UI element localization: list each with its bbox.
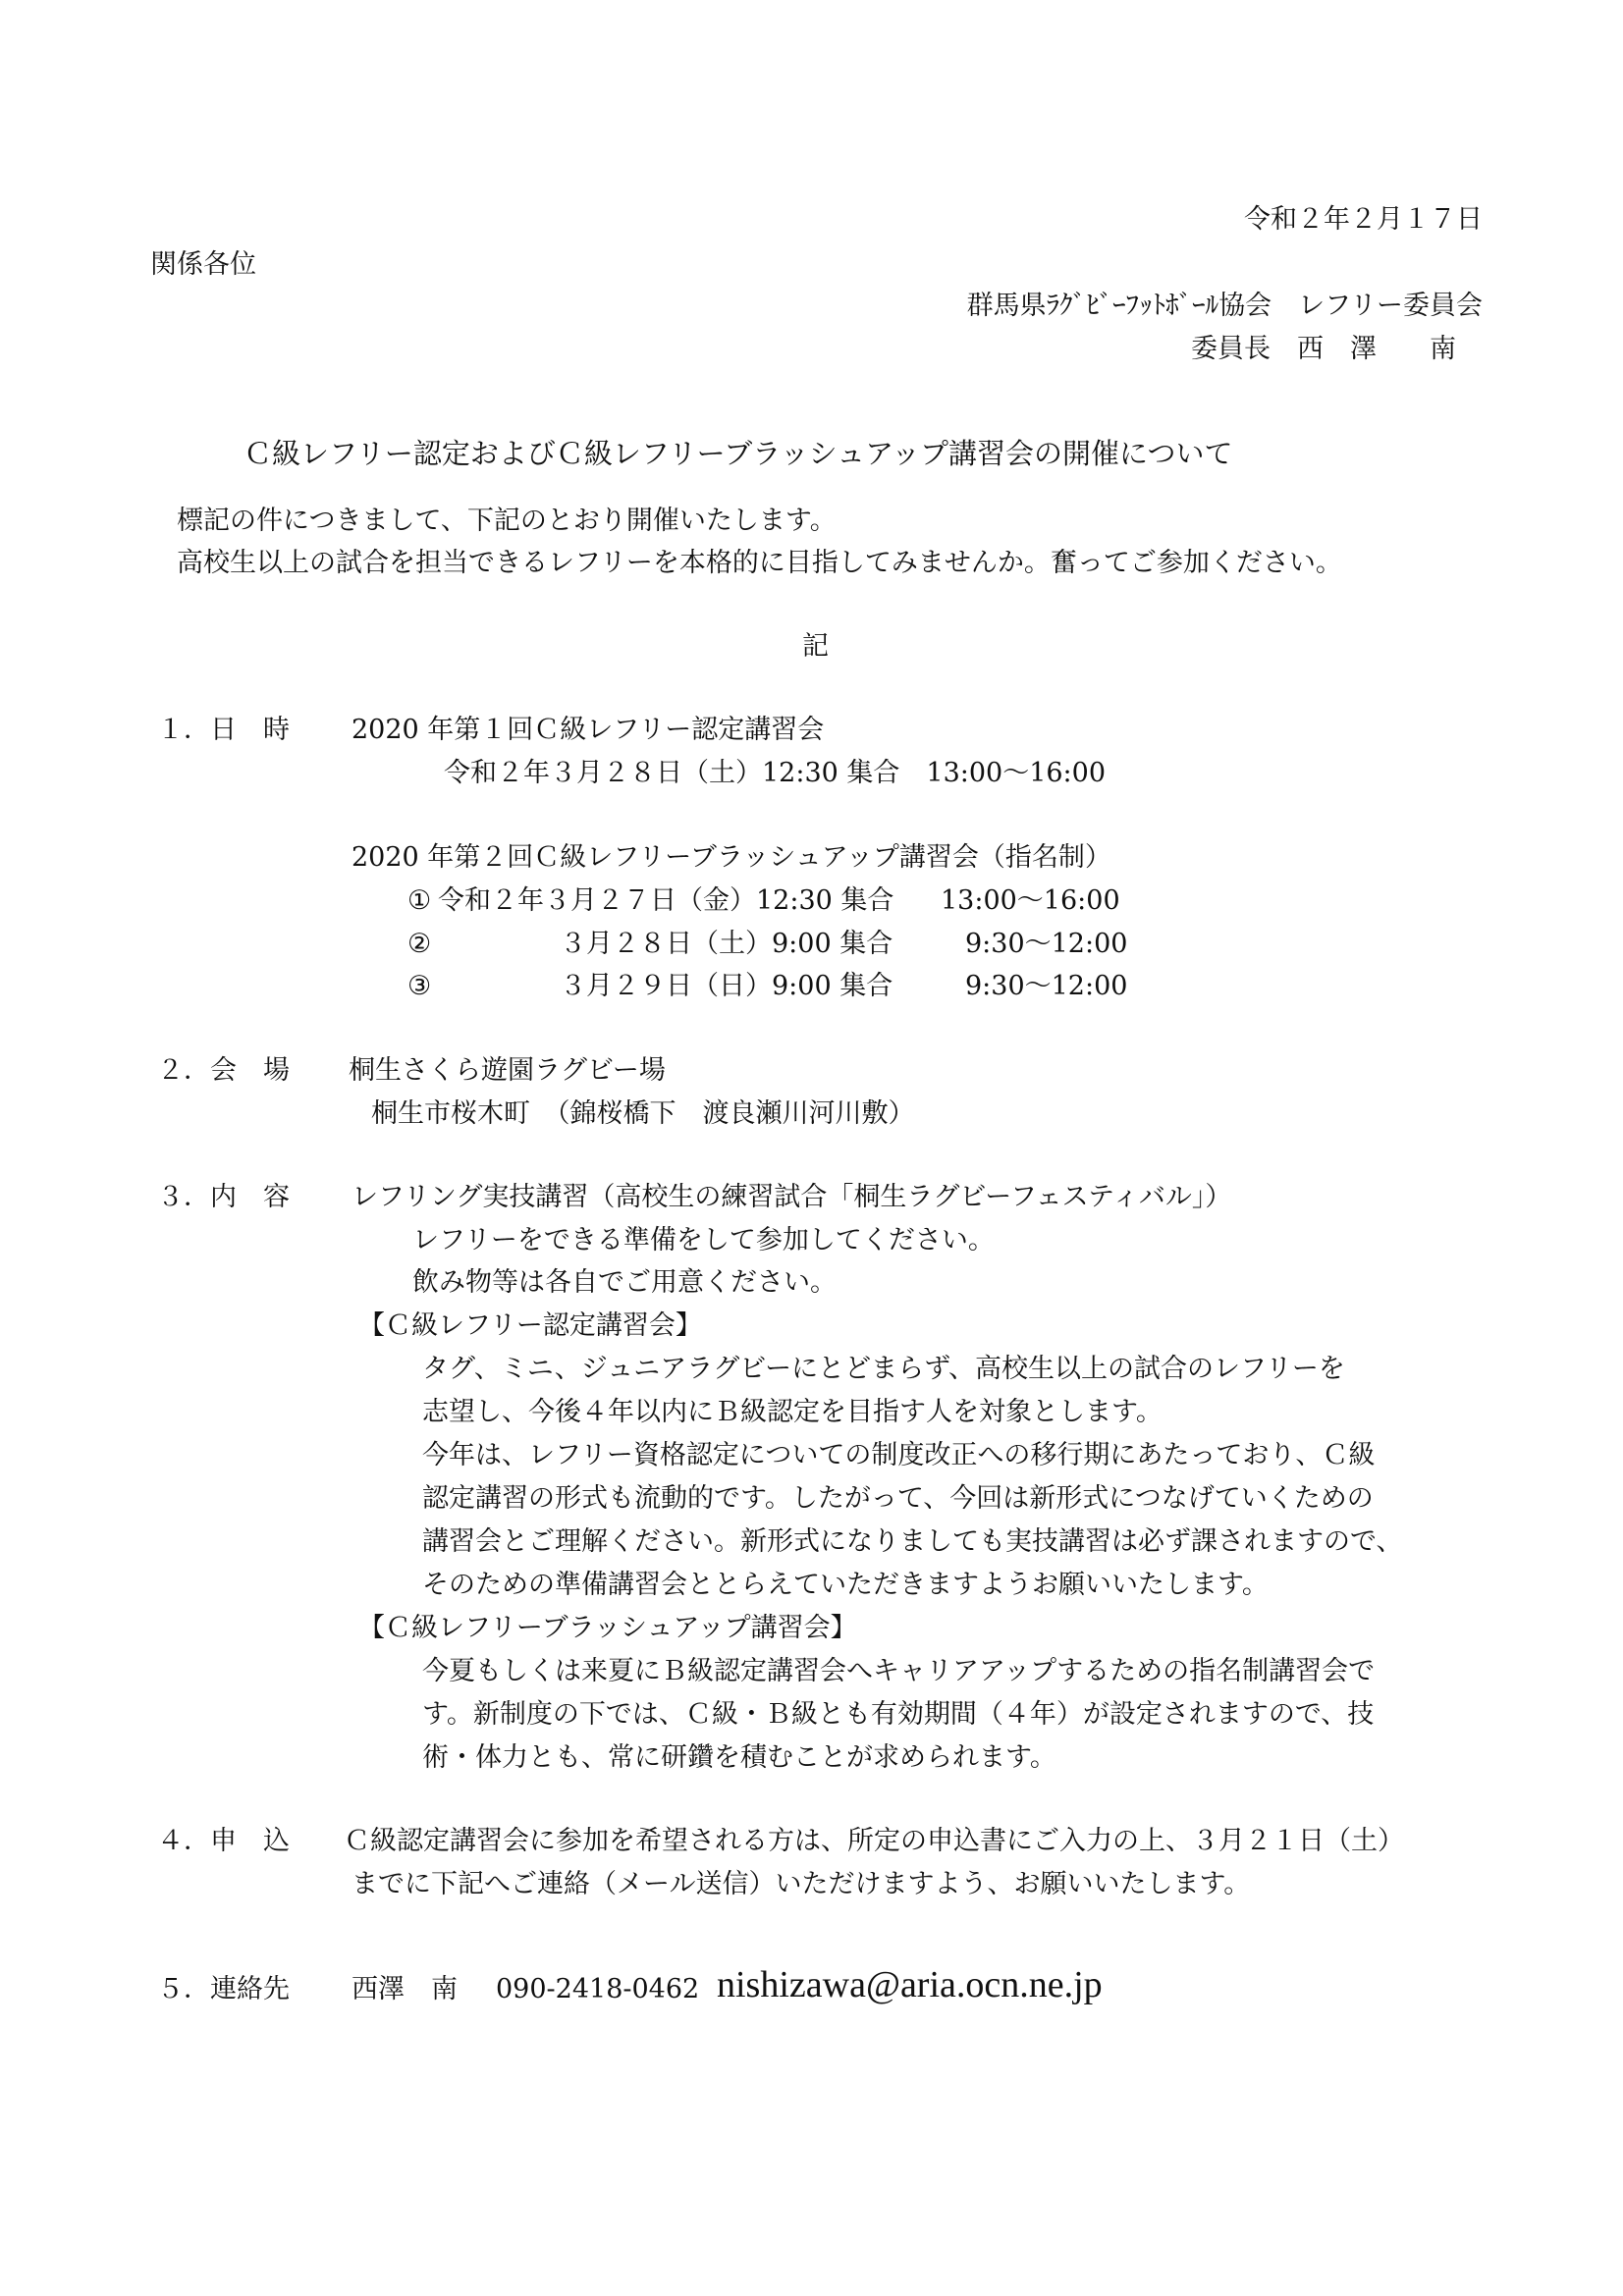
c-class-paragraph-line: そのための準備講習会ととらえていただきますようお願いいたします。 xyxy=(422,1570,1269,1600)
brushup-heading: 【Ｃ級レフリーブラッシュアップ講習会】 xyxy=(358,1613,857,1643)
venue-name: 桐生さくら遊園ラグビー場 xyxy=(349,1055,666,1086)
c-class-paragraph-line: 認定講習の形式も流動的です。したがって、今回は新形式につなげていくための xyxy=(422,1483,1374,1514)
application-line-2: までに下記へご連絡（メール送信）いただけますよう、お願いいたします。 xyxy=(352,1869,1251,1899)
application-line-1: Ｃ級認定講習会に参加を希望される方は、所定の申込書にご入力の上、３月２１日（土） xyxy=(344,1826,1404,1856)
sender-name: 委員長 西 澤 南 xyxy=(1191,334,1456,364)
section-3-label: ３．内 容 xyxy=(157,1182,290,1212)
sender-organization: 群馬県ﾗｸﾞﾋﾞｰﾌｯﾄﾎﾞｰﾙ協会 レフリー委員会 xyxy=(966,291,1483,321)
contact-name: 西澤 南 xyxy=(352,1974,458,2004)
content-line-2: レフリーをできる準備をして参加してください。 xyxy=(412,1225,995,1255)
brushup-paragraph-line: す。新制度の下では、Ｃ級・Ｂ級とも有効期間（４年）が設定されますので、技 xyxy=(422,1699,1375,1730)
event-1-title: 2020 年第１回Ｃ級レフリー認定講習会 xyxy=(352,715,825,745)
session-date: ３月２９日（日）9:00 集合 xyxy=(560,971,893,1001)
intro-line-1: 標記の件につきまして、下記のとおり開催いたします。 xyxy=(177,506,837,536)
session-time: 9:30～12:00 xyxy=(965,971,1128,1001)
c-class-paragraph-line: 講習会とご理解ください。新形式になりましても実技講習は必ず課されますので、 xyxy=(422,1526,1403,1557)
section-5-label: ５．連絡先 xyxy=(157,1974,290,2004)
event-1-date: 令和２年３月２８日（土）12:30 集合 13:00～16:00 xyxy=(444,758,1107,788)
session-marker: ③ xyxy=(407,971,432,1001)
session-date: 令和２年３月２７日（金）12:30 集合 xyxy=(438,885,894,916)
session-marker: ② xyxy=(407,929,432,959)
session-marker: ① xyxy=(407,885,432,916)
session-date: ３月２８日（土）9:00 集合 xyxy=(560,929,893,959)
content-line-3: 飲み物等は各自でご用意ください。 xyxy=(412,1267,837,1298)
intro-line-2: 高校生以上の試合を担当できるレフリーを本格的に目指してみませんか。奮ってご参加ください。 xyxy=(177,548,1342,578)
section-2-label: ２．会 場 xyxy=(157,1055,290,1086)
contact-email-link[interactable]: nishizawa@aria.ocn.ne.jp xyxy=(717,1964,1103,2005)
c-class-paragraph-line: 志望し、今後４年以内にＢ級認定を目指す人を対象とします。 xyxy=(422,1397,1163,1427)
session-time: 9:30～12:00 xyxy=(965,929,1128,959)
ki-heading: 記 xyxy=(802,631,829,662)
c-class-heading: 【Ｃ級レフリー認定講習会】 xyxy=(358,1310,702,1341)
brushup-paragraph-line: 術・体力とも、常に研鑽を積むことが求められます。 xyxy=(422,1742,1056,1773)
document-title: Ｃ級レフリー認定およびＣ級レフリーブラッシュアップ講習会の開催について xyxy=(243,437,1233,470)
contact-phone: 090-2418-0462 xyxy=(496,1974,700,2004)
content-line-1: レフリング実技講習（高校生の練習試合「桐生ラグビーフェスティバル」） xyxy=(352,1182,1232,1212)
event-2-title: 2020 年第２回Ｃ級レフリーブラッシュアップ講習会（指名制） xyxy=(352,842,1111,873)
brushup-paragraph-line: 今夏もしくは来夏にＢ級認定講習会へキャリアアップするための指名制講習会で xyxy=(422,1656,1376,1686)
document-date: 令和２年２月１７日 xyxy=(1244,204,1483,235)
section-1-label: １．日 時 xyxy=(157,715,290,745)
addressee: 関係各位 xyxy=(150,249,256,280)
session-time: 13:00～16:00 xyxy=(941,885,1120,916)
c-class-paragraph-line: 今年は、レフリー資格認定についての制度改正への移行期にあたっており、Ｃ級 xyxy=(422,1440,1376,1470)
section-4-label: ４．申 込 xyxy=(157,1826,290,1856)
c-class-paragraph-line: タグ、ミニ、ジュニアラグビーにとどまらず、高校生以上の試合のレフリーを xyxy=(422,1354,1345,1384)
venue-address: 桐生市桜木町 （錦桜橋下 渡良瀬川河川敷） xyxy=(371,1098,915,1129)
